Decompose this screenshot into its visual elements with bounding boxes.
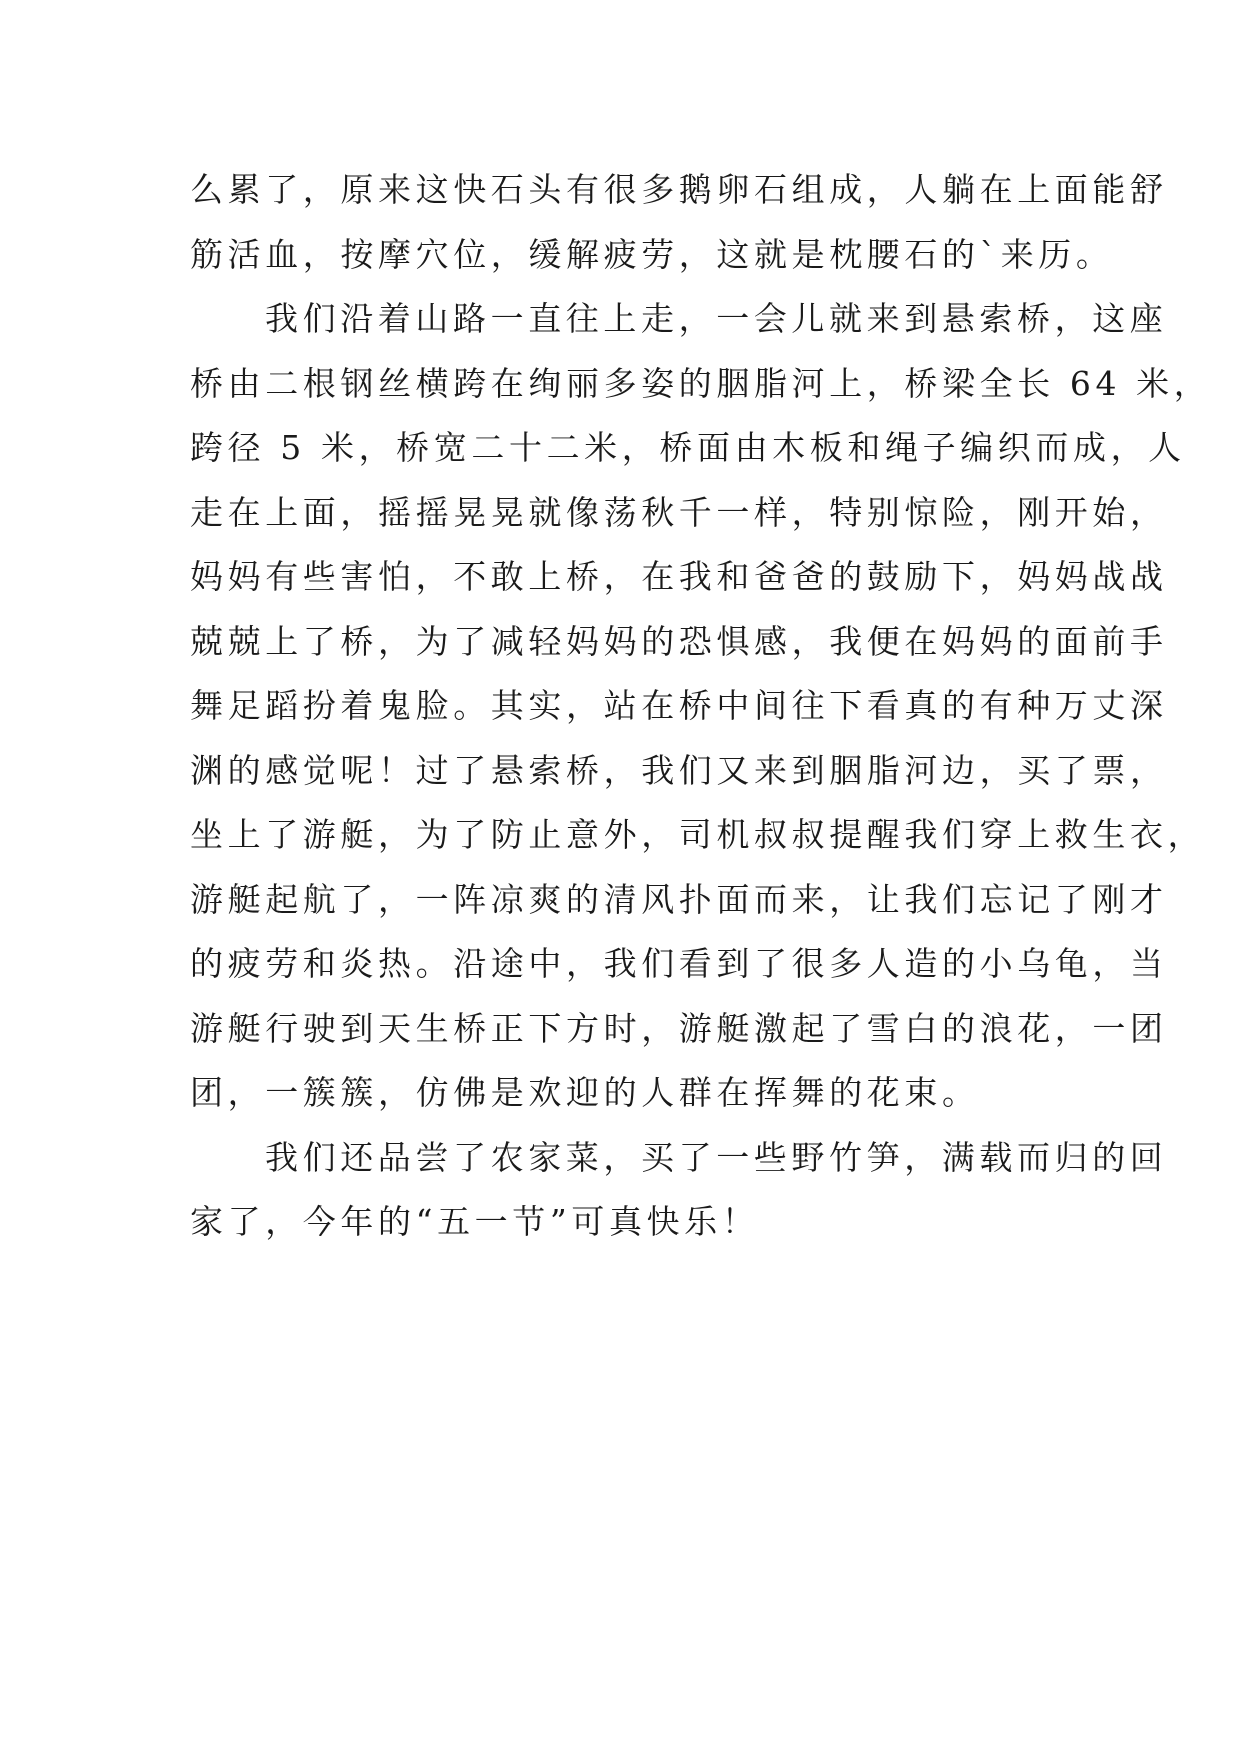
paragraph-start-line: 我们还品尝了农家菜，买了一些野竹笋，满载而归的回 xyxy=(265,1137,1168,1177)
text-line: 游艇行驶到天生桥正下方时，游艇激起了雪白的浪花，一团 xyxy=(190,1008,1168,1048)
text-line: 走在上面，摇摇晃晃就像荡秋千一样，特别惊险，刚开始， xyxy=(190,492,1168,532)
text-line: 坐上了游艇，为了防止意外，司机叔叔提醒我们穿上救生衣， xyxy=(190,815,1206,854)
text-line: 兢兢上了桥，为了减轻妈妈的恐惧感，我便在妈妈的面前手 xyxy=(190,621,1168,661)
document-body xyxy=(190,158,1212,1255)
text-line: 筋活血，按摩穴位，缓解疲劳，这就是枕腰石的`来历。 xyxy=(190,234,1114,274)
text-line: 家了，今年的“五一节”可真快乐！ xyxy=(190,1202,760,1241)
text-line: 么累了，原来这快石头有很多鹅卵石组成，人躺在上面能舒 xyxy=(190,170,1168,209)
text-line: 跨径 5 米，桥宽二十二米，桥面由木板和绳子编织而成，人 xyxy=(190,428,1186,467)
text-line: 桥由二根钢丝横跨在绚丽多姿的胭脂河上，桥梁全长 64 米， xyxy=(190,363,1212,403)
text-line: 渊的感觉呢！过了悬索桥，我们又来到胭脂河边，买了票， xyxy=(190,750,1168,790)
paragraph-start-line: 我们沿着山路一直往上走，一会儿就来到悬索桥，这座 xyxy=(265,299,1168,338)
text-line: 妈妈有些害怕，不敢上桥，在我和爸爸的鼓励下，妈妈战战 xyxy=(190,557,1168,596)
text-line: 游艇起航了，一阵凉爽的清风扑面而来，让我们忘记了刚才 xyxy=(190,879,1168,919)
text-line: 团，一簇簇，仿佛是欢迎的人群在挥舞的花束。 xyxy=(190,1073,980,1112)
text-line: 舞足蹈扮着鬼脸。其实，站在桥中间往下看真的有种万丈深 xyxy=(190,686,1168,725)
text-line: 的疲劳和炎热。沿途中，我们看到了很多人造的小乌龟，当 xyxy=(190,944,1168,983)
